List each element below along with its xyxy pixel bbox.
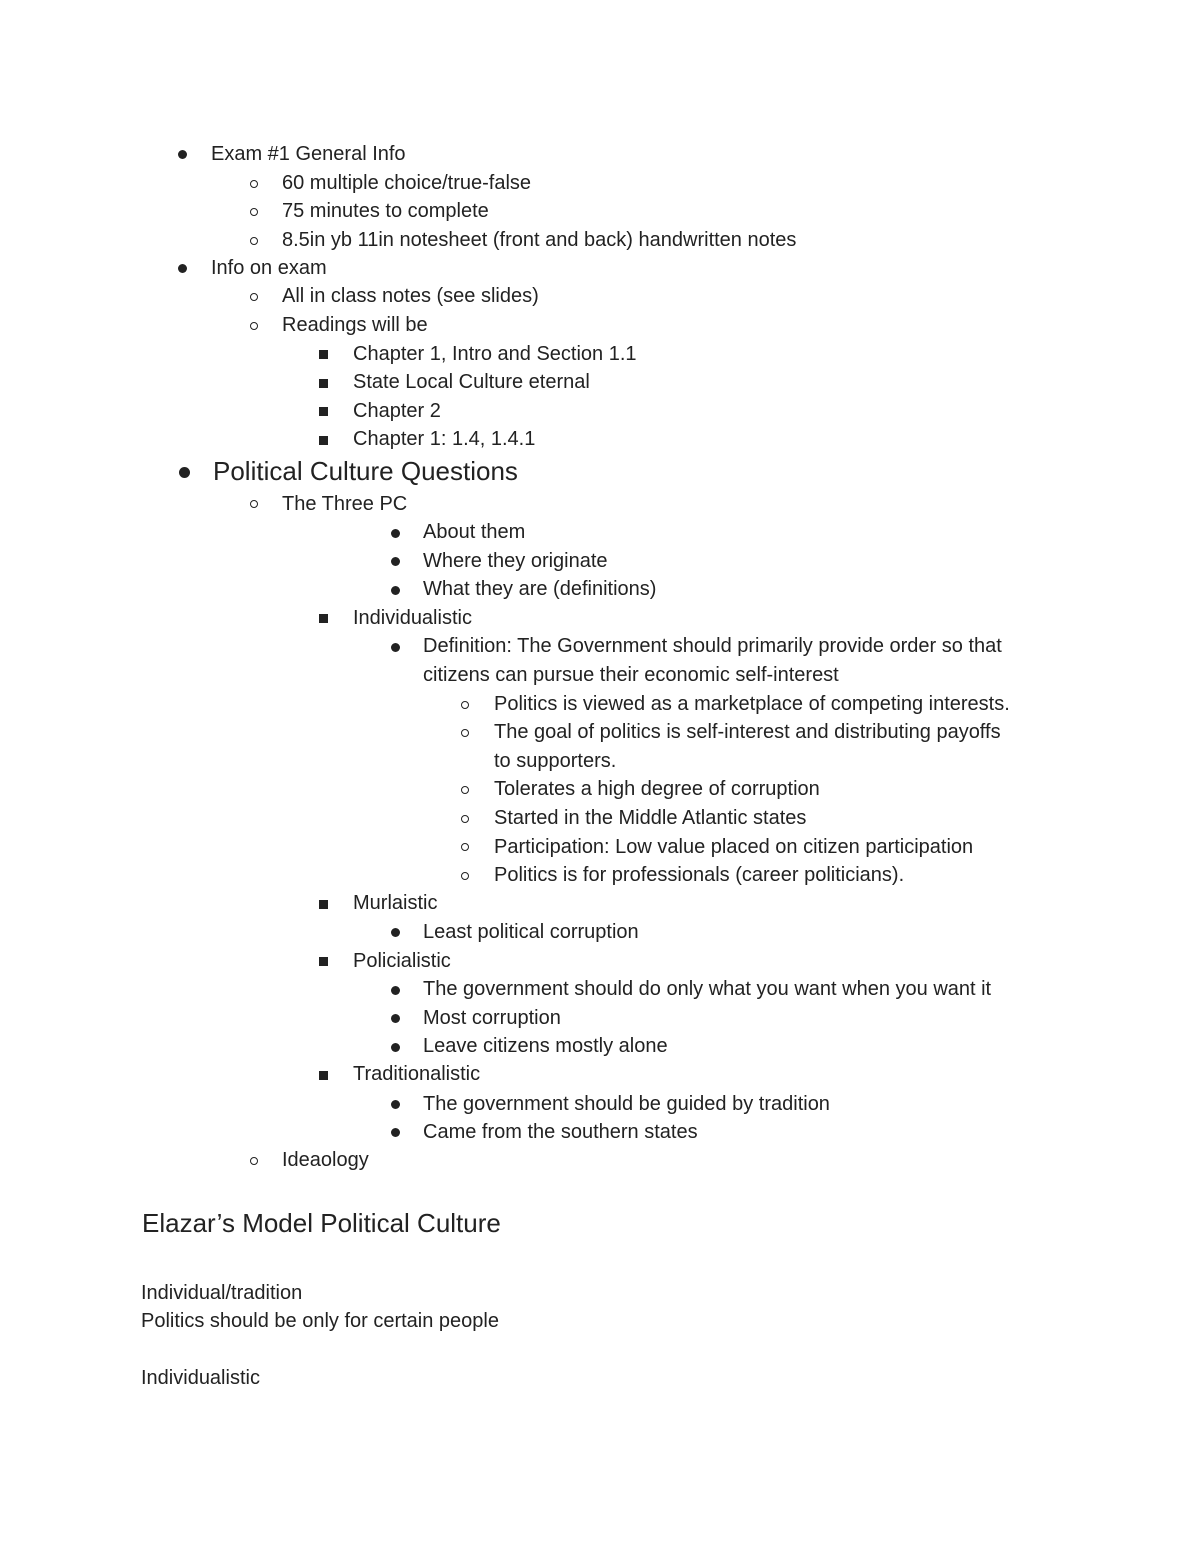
list-item-info-on-exam: Info on exam [211,257,327,279]
bullet-circle-icon [461,815,469,823]
bullet-circle-icon [250,1157,258,1165]
list-item: Tolerates a high degree of corruption [494,778,820,800]
list-item: The goal of politics is self-interest and distributing payoffs [494,721,1001,743]
bullet-disc-icon [391,1128,400,1137]
list-item: Politics is for professionals (career politicians). [494,864,905,886]
list-item: Started in the Middle Atlantic states [494,807,807,829]
bullet-disc-icon [391,586,400,595]
list-item: All in class notes (see slides) [282,285,539,307]
bullet-circle-icon [461,729,469,737]
paragraph-line: Politics should be only for certain people [141,1310,499,1332]
list-item-traditionalistic: Traditionalistic [353,1063,481,1085]
bullet-disc-icon [179,467,190,478]
bullet-square-icon [319,957,328,966]
list-item: Came from the southern states [423,1121,698,1143]
bullet-disc-icon [391,1100,400,1109]
list-item: What they are (definitions) [423,578,657,600]
list-item: State Local Culture eternal [353,371,590,393]
list-item: Participation: Low value placed on citizen participation [494,836,974,858]
paragraph-line: Individualistic [141,1367,260,1389]
bullet-circle-icon [461,843,469,851]
list-item: Politics is viewed as a marketplace of competing interests. [494,693,1010,715]
list-item-exam-info: Exam #1 General Info [211,143,406,165]
list-item-ideaology: Ideaology [282,1149,369,1171]
list-item-individualistic: Individualistic [353,607,472,629]
list-item: 75 minutes to complete [282,200,489,222]
bullet-circle-icon [250,237,258,245]
bullet-disc-icon [391,557,400,566]
bullet-disc-icon [391,928,400,937]
list-item: 8.5in yb 11in notesheet (front and back) handwritten notes [282,229,797,251]
bullet-square-icon [319,900,328,909]
list-item-policialistic: Policialistic [353,950,451,972]
list-item-continued: to supporters. [494,750,617,772]
bullet-square-icon [319,614,328,623]
list-item-definition-continued: citizens can pursue their economic self-interest [423,664,839,686]
list-item: About them [423,521,526,543]
list-heading-political-culture: Political Culture Questions [213,456,518,486]
list-item-readings: Readings will be [282,314,428,336]
bullet-square-icon [319,436,328,445]
list-item-three-pc: The Three PC [282,493,408,515]
paragraph-line: Individual/tradition [141,1282,303,1304]
list-item: The government should be guided by tradition [423,1093,830,1115]
bullet-circle-icon [250,180,258,188]
bullet-circle-icon [461,786,469,794]
list-item: Chapter 1: 1.4, 1.4.1 [353,428,536,450]
bullet-circle-icon [250,293,258,301]
bullet-circle-icon [250,208,258,216]
list-item: 60 multiple choice/true-false [282,172,532,194]
bullet-circle-icon [461,701,469,709]
bullet-square-icon [319,350,328,359]
bullet-disc-icon [391,1014,400,1023]
list-item: Least political corruption [423,921,639,943]
list-item: Where they originate [423,550,608,572]
bullet-square-icon [319,407,328,416]
bullet-disc-icon [178,150,187,159]
bullet-square-icon [319,1071,328,1080]
bullet-circle-icon [250,322,258,330]
list-item-murlaistic: Murlaistic [353,892,438,914]
list-item: Chapter 1, Intro and Section 1.1 [353,343,637,365]
bullet-circle-icon [461,872,469,880]
list-item: Chapter 2 [353,400,441,422]
section-heading-elazar: Elazar’s Model Political Culture [142,1208,501,1238]
list-item: The government should do only what you want when you want it [423,978,992,1000]
bullet-disc-icon [178,264,187,273]
bullet-square-icon [319,379,328,388]
bullet-circle-icon [250,500,258,508]
bullet-disc-icon [391,643,400,652]
bullet-disc-icon [391,1043,400,1052]
bullet-disc-icon [391,529,400,538]
list-item-definition: Definition: The Government should primarily provide order so that [423,635,1002,657]
bullet-disc-icon [391,986,400,995]
list-item: Most corruption [423,1007,561,1029]
list-item: Leave citizens mostly alone [423,1035,668,1057]
